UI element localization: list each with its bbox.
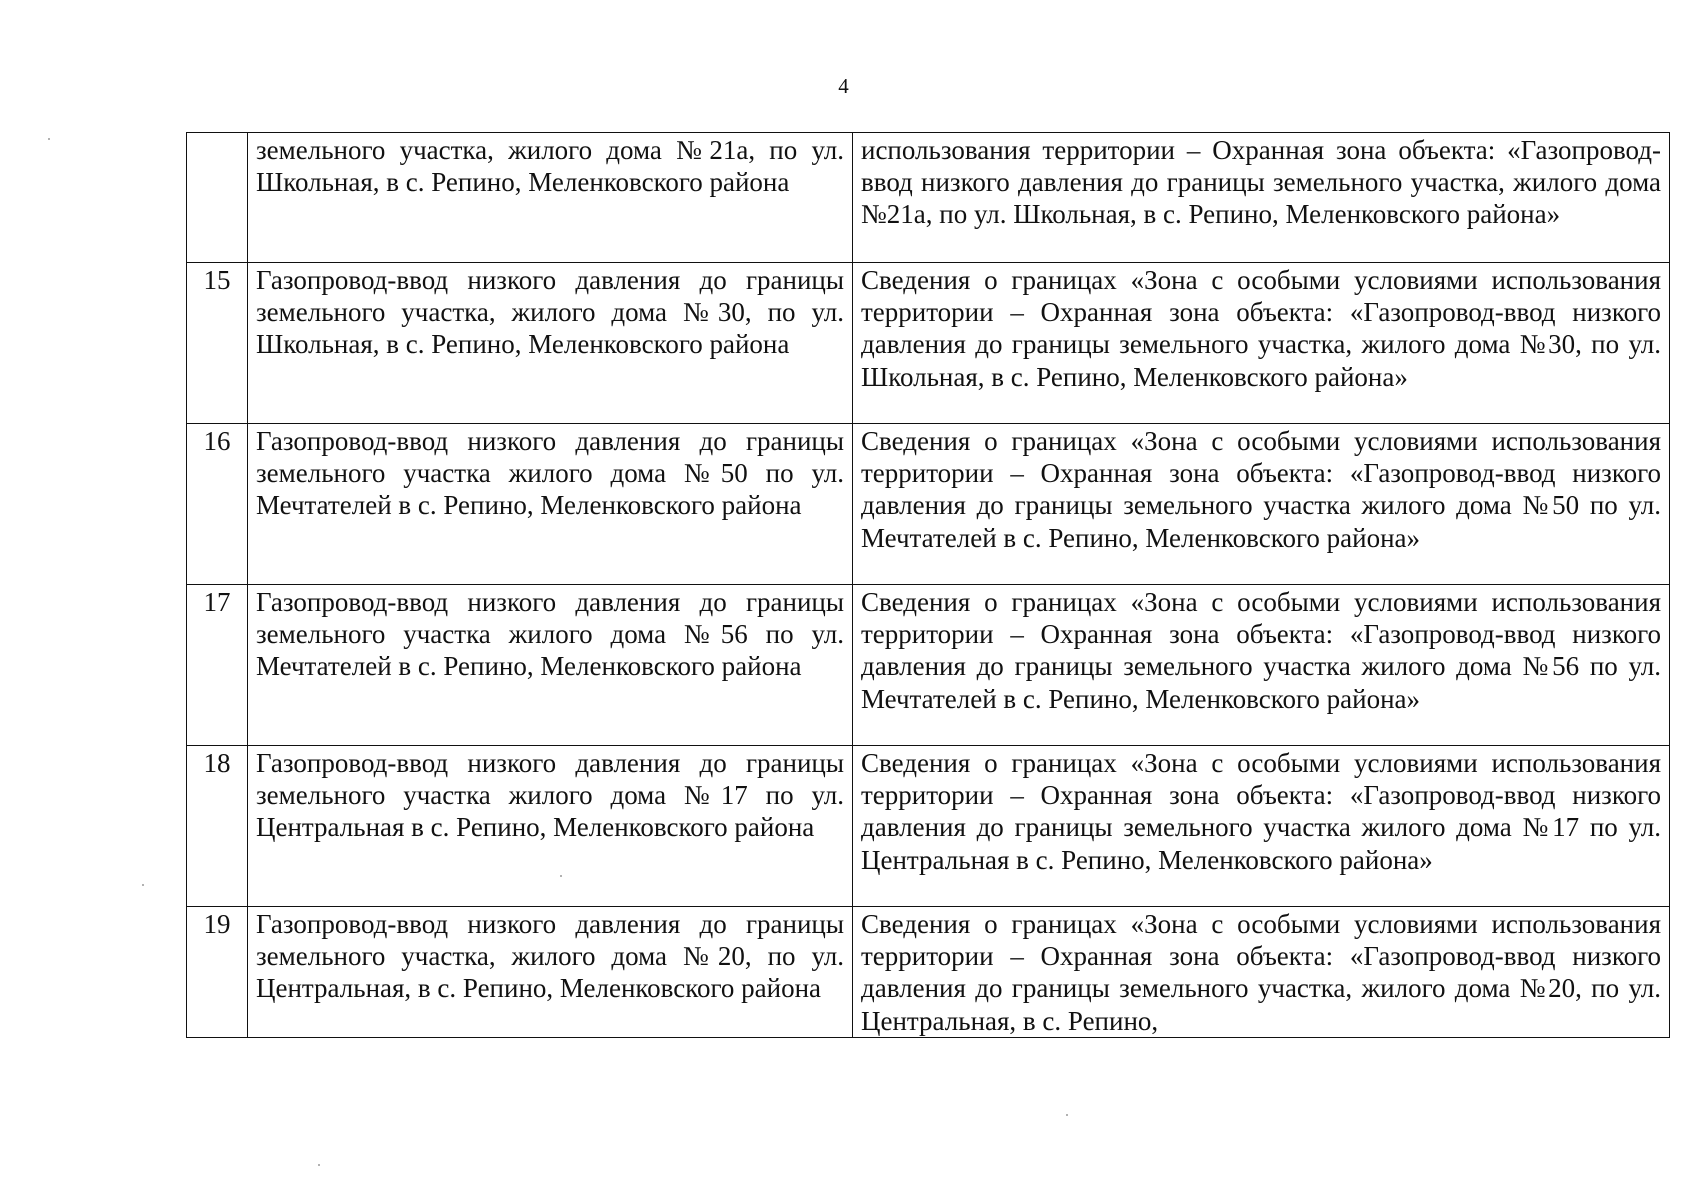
zone-info-cell: Сведения о границах «Зона с особыми условиями использования территории – Охранная зона объекта: «Газопровод-ввод низкого давления до границы земельного участка жилого дома №56 по ул. Мечтателей в с. Репино, Меленковского района» [853, 585, 1670, 746]
table-row [187, 907, 1670, 1038]
scan-speck [48, 138, 50, 140]
zone-info-cell: Сведения о границах «Зона с особыми условиями использования территории – Охранная зона объекта: «Газопровод-ввод низкого давления до границы земельного участка жилого дома №50 по ул. Мечтателей в с. Репино, Меленковского района» [853, 424, 1670, 585]
object-name-cell: Газопровод-ввод низкого давления до границы земельного участка, жилого дома №30, по ул. Школьная, в с. Репино, Меленковского района [248, 263, 853, 424]
object-name-cell: Газопровод-ввод низкого давления до границы земельного участка жилого дома №50 по ул. Мечтателей в с. Репино, Меленковского района [248, 424, 853, 585]
zone-info-cell: Сведения о границах «Зона с особыми условиями использования территории – Охранная зона объекта: «Газопровод-ввод низкого давления до границы земельного участка, жилого дома №30, по ул. Школьная, в с. Репино, Меленковского района» [853, 263, 1670, 424]
scan-speck [1066, 1114, 1068, 1116]
table-row [187, 585, 1670, 746]
object-name-cell: Газопровод-ввод низкого давления до границы земельного участка, жилого дома №20, по ул. Центральная, в с. Репино, Меленковского района [248, 907, 853, 1038]
row-number-cell: 18 [187, 746, 248, 907]
table-row [187, 746, 1670, 907]
zone-info-cell: использования территории – Охранная зона объекта: «Газопровод-ввод низкого давления до границы земельного участка, жилого дома №21а, по ул. Школьная, в с. Репино, Меленковского района» [853, 133, 1670, 263]
zone-info-cell: Сведения о границах «Зона с особыми условиями использования территории – Охранная зона объекта: «Газопровод-ввод низкого давления до границы земельного участка жилого дома №17 по ул. Центральная в с. Репино, Меленковского района» [853, 746, 1670, 907]
object-name-cell: Газопровод-ввод низкого давления до границы земельного участка жилого дома №17 по ул. Центральная в с. Репино, Меленковского района [248, 746, 853, 907]
object-name-cell: земельного участка, жилого дома №21а, по ул. Школьная, в с. Репино, Меленковского района [248, 133, 853, 263]
table-row [187, 424, 1670, 585]
row-number-cell: 19 [187, 907, 248, 1038]
scan-speck [318, 1164, 320, 1166]
table-row [187, 133, 1670, 263]
boundaries-table [186, 132, 1670, 1038]
scan-speck [560, 875, 562, 877]
row-number-cell [187, 133, 248, 263]
row-number-cell: 15 [187, 263, 248, 424]
row-number-cell: 17 [187, 585, 248, 746]
row-number-cell: 16 [187, 424, 248, 585]
object-name-cell: Газопровод-ввод низкого давления до границы земельного участка жилого дома №56 по ул. Мечтателей в с. Репино, Меленковского района [248, 585, 853, 746]
table-body [187, 133, 1670, 1038]
scan-speck [142, 884, 144, 886]
page-number: 4 [838, 74, 849, 98]
table-row [187, 263, 1670, 424]
zone-info-cell: Сведения о границах «Зона с особыми условиями использования территории – Охранная зона объекта: «Газопровод-ввод низкого давления до границы земельного участка, жилого дома №20, по ул. Центральная, в с. Репино, [853, 907, 1670, 1038]
